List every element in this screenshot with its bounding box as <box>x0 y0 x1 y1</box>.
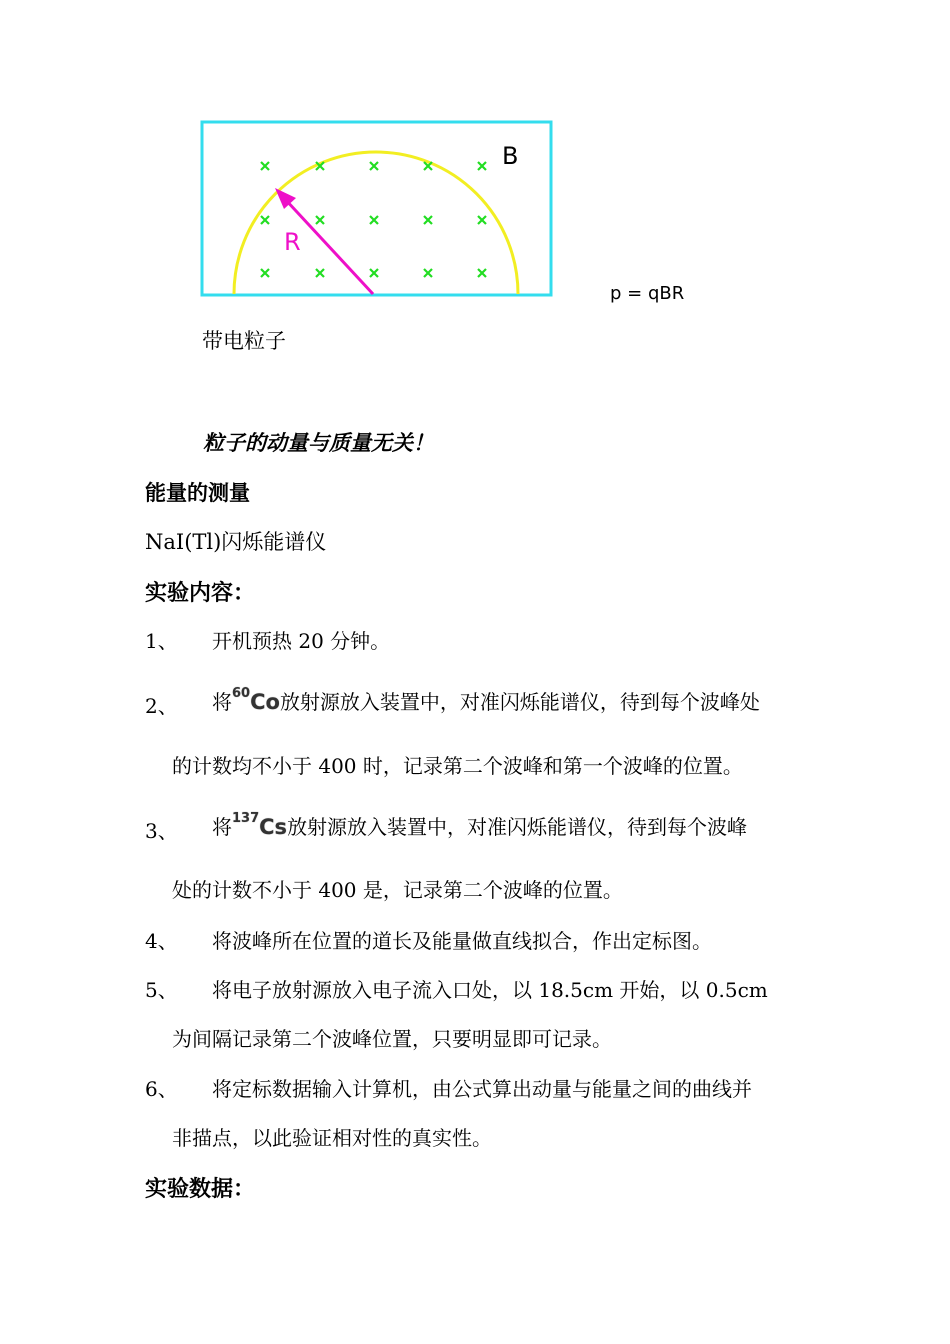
step-text: 将波峰所在位置的道长及能量做直线拟合，作出定标图。 <box>212 929 712 953</box>
field-mark <box>316 216 324 224</box>
step-continuation: 处的计数不小于 400 是，记录第二个波峰的位置。 <box>172 878 623 902</box>
data-heading: 实验数据： <box>145 1176 256 1202</box>
step-number: 6、 <box>145 1077 178 1101</box>
step-text-pre: 将 <box>212 815 232 839</box>
device-name: NaI(Tl)闪烁能谱仪 <box>145 530 327 554</box>
step-text: 将定标数据输入计算机，由公式算出动量与能量之间的曲线并 <box>212 1077 752 1101</box>
momentum-formula: p = qBR <box>610 283 685 304</box>
field-mark <box>370 216 378 224</box>
field-mark <box>424 216 432 224</box>
field-label: B <box>502 142 519 170</box>
field-mark <box>316 269 324 277</box>
content-heading: 实验内容： <box>145 580 256 606</box>
step-text <box>212 811 747 840</box>
step-text-pre: 将 <box>212 690 232 714</box>
step-text <box>212 686 760 715</box>
cobalt-60-symbol: $^{60}$Co <box>232 686 280 714</box>
step-continuation: 的计数均不小于 400 时，记录第二个波峰和第一个波峰的位置。 <box>172 754 743 778</box>
figure-caption: 带电粒子 <box>202 329 286 353</box>
radius-label: R <box>284 228 301 256</box>
step-number: 3、 <box>145 819 178 843</box>
italic-note: 粒子的动量与质量无关！ <box>203 430 434 455</box>
step-number: 1、 <box>145 629 178 653</box>
field-mark <box>478 269 486 277</box>
field-mark <box>478 162 486 170</box>
field-mark <box>370 162 378 170</box>
step-text-post: 放射源放入装置中，对准闪烁能谱仪，待到每个波峰 <box>287 815 748 839</box>
step-text: 将电子放射源放入电子流入口处，以 18.5cm 开始，以 0.5cm <box>212 978 768 1002</box>
step-number: 5、 <box>145 978 178 1002</box>
magnetic-field-diagram <box>200 118 556 302</box>
cesium-137-symbol: $^{137}$Cs <box>232 811 288 839</box>
step-text: 开机预热 20 分钟。 <box>212 629 391 653</box>
field-mark <box>370 269 378 277</box>
field-mark <box>261 162 269 170</box>
step-text-post: 放射源放入装置中，对准闪烁能谱仪，待到每个波峰处 <box>279 690 760 714</box>
field-mark <box>261 216 269 224</box>
step-continuation: 非描点，以此验证相对性的真实性。 <box>172 1126 492 1150</box>
step-number: 4、 <box>145 929 178 953</box>
field-mark <box>478 216 486 224</box>
step-continuation: 为间隔记录第二个波峰位置，只要明显即可记录。 <box>172 1027 612 1051</box>
field-mark <box>424 269 432 277</box>
step-number: 2、 <box>145 694 178 718</box>
field-mark <box>261 269 269 277</box>
energy-heading: 能量的测量 <box>145 480 250 505</box>
